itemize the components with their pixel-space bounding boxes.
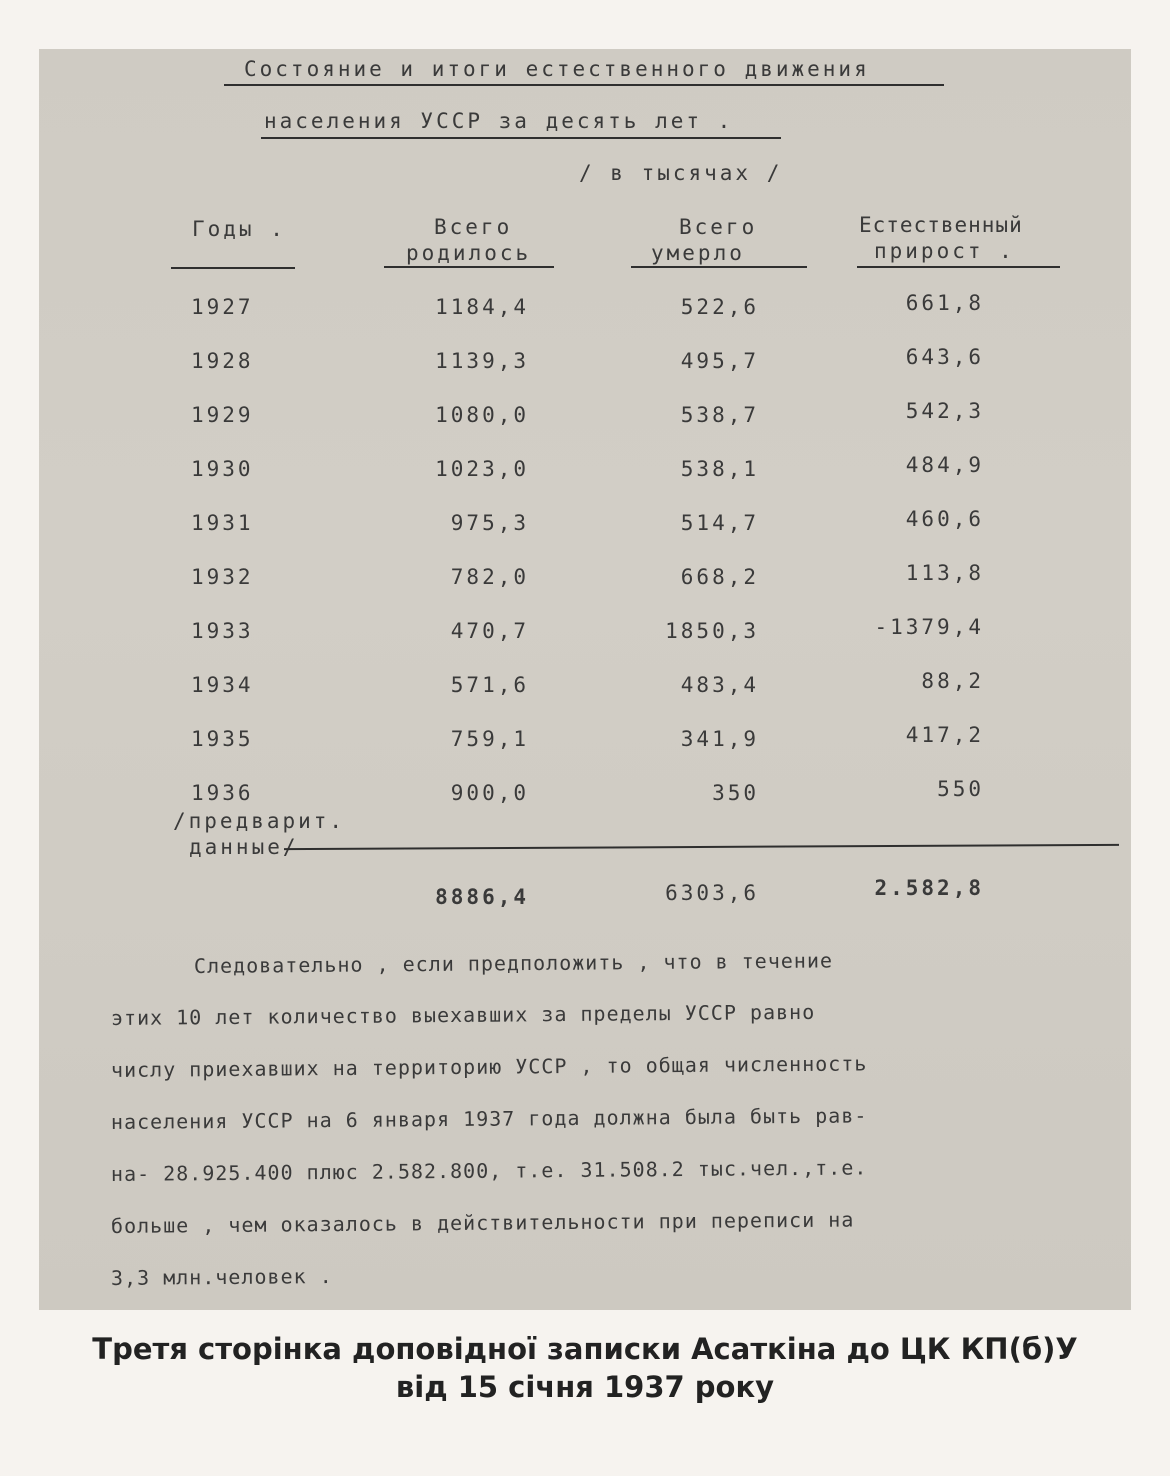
row-growth: 88,2: [921, 669, 984, 693]
doc-title-line-2: населения УССР за десять лет .: [264, 109, 734, 133]
row-year: 1929: [191, 403, 254, 427]
units-note: / в тысячах /: [579, 161, 783, 185]
row-born: 470,7: [450, 619, 529, 643]
row-year: 1928: [191, 349, 254, 373]
row-died: 538,7: [680, 403, 759, 427]
row-growth: -1379,4: [874, 615, 984, 639]
paragraph-line: на- 28.925.400 плюс 2.582.800, т.е. 31.508.2 тыс.чел.,т.е.: [110, 1155, 868, 1186]
row-growth: 661,8: [905, 291, 984, 315]
row-year: 1934: [191, 673, 254, 697]
row-died: 522,6: [680, 295, 759, 319]
total-born: 8886,4: [435, 885, 529, 909]
row-growth: 113,8: [905, 561, 984, 585]
header-born-1: Всего: [434, 215, 513, 239]
paragraph-line: числу приехавших на территорию УССР , то общая численность: [110, 1051, 868, 1082]
header-growth-2: прирост .: [874, 239, 1015, 263]
caption-line-2: від 15 січня 1937 року: [395, 1370, 775, 1404]
row-year: 1933: [191, 619, 254, 643]
row-died: 350: [712, 781, 759, 805]
row-died: 341,9: [680, 727, 759, 751]
row-year: 1936: [191, 781, 254, 805]
row-growth: 484,9: [905, 453, 984, 477]
row-growth: 417,2: [905, 723, 984, 747]
row-died: 1850,3: [665, 619, 759, 643]
paragraph-line: 3,3 млн.человек .: [110, 1264, 333, 1290]
row-born: 900,0: [450, 781, 529, 805]
row-born: 1023,0: [435, 457, 529, 481]
row-born: 1139,3: [435, 349, 529, 373]
row-year: 1930: [191, 457, 254, 481]
row-died: 514,7: [680, 511, 759, 535]
doc-title-line-1: Состояние и итоги естественного движения: [244, 57, 870, 81]
row-year: 1935: [191, 727, 254, 751]
paragraph-line: этих 10 лет количество выехавших за пределы УССР равно: [110, 999, 816, 1030]
row-born: 1184,4: [435, 295, 529, 319]
header-growth-underline: [857, 266, 1060, 268]
row-year: 1927: [191, 295, 254, 319]
paragraph-line: больше , чем оказалось в действительности при переписи на: [110, 1207, 855, 1238]
row-died: 538,1: [680, 457, 759, 481]
row-year: 1932: [191, 565, 254, 589]
header-died-1: Всего: [679, 215, 758, 239]
total-growth: 2.582,8: [874, 876, 984, 900]
row-born: 1080,0: [435, 403, 529, 427]
row-born: 782,0: [450, 565, 529, 589]
title-underline-1: [224, 84, 944, 86]
row-growth: 550: [937, 777, 984, 801]
header-growth-1: Естественный: [859, 213, 1023, 237]
note-line-1: /предварит.: [173, 809, 346, 833]
row-growth: 542,3: [905, 399, 984, 423]
header-died-2: умерло: [651, 241, 745, 265]
row-born: 975,3: [450, 511, 529, 535]
caption-line-1: Третя сторінка доповідної записки Асаткіна до ЦК КП(б)У: [92, 1332, 1078, 1366]
total-died: 6303,6: [665, 881, 759, 905]
header-years-underline: [171, 267, 295, 269]
total-rule: [284, 844, 1119, 850]
paragraph-line: Следовательно , если предположить , что в течение: [193, 948, 834, 978]
paragraph-line: населения УССР на 6 января 1937 года должна была быть рав-: [110, 1103, 868, 1134]
row-born: 571,6: [450, 673, 529, 697]
row-born: 759,1: [450, 727, 529, 751]
row-died: 483,4: [680, 673, 759, 697]
title-underline-2: [261, 137, 781, 139]
header-born-underline: [384, 266, 554, 268]
row-died: 668,2: [680, 565, 759, 589]
header-years: Годы .: [192, 217, 286, 241]
document-photo: [39, 49, 1131, 1310]
row-growth: 643,6: [905, 345, 984, 369]
header-died-underline: [631, 266, 807, 268]
row-year: 1931: [191, 511, 254, 535]
note-line-2: данные/: [189, 835, 299, 859]
caption: [0, 1330, 1170, 1406]
header-born-2: родилось: [406, 241, 532, 265]
row-growth: 460,6: [905, 507, 984, 531]
row-died: 495,7: [680, 349, 759, 373]
